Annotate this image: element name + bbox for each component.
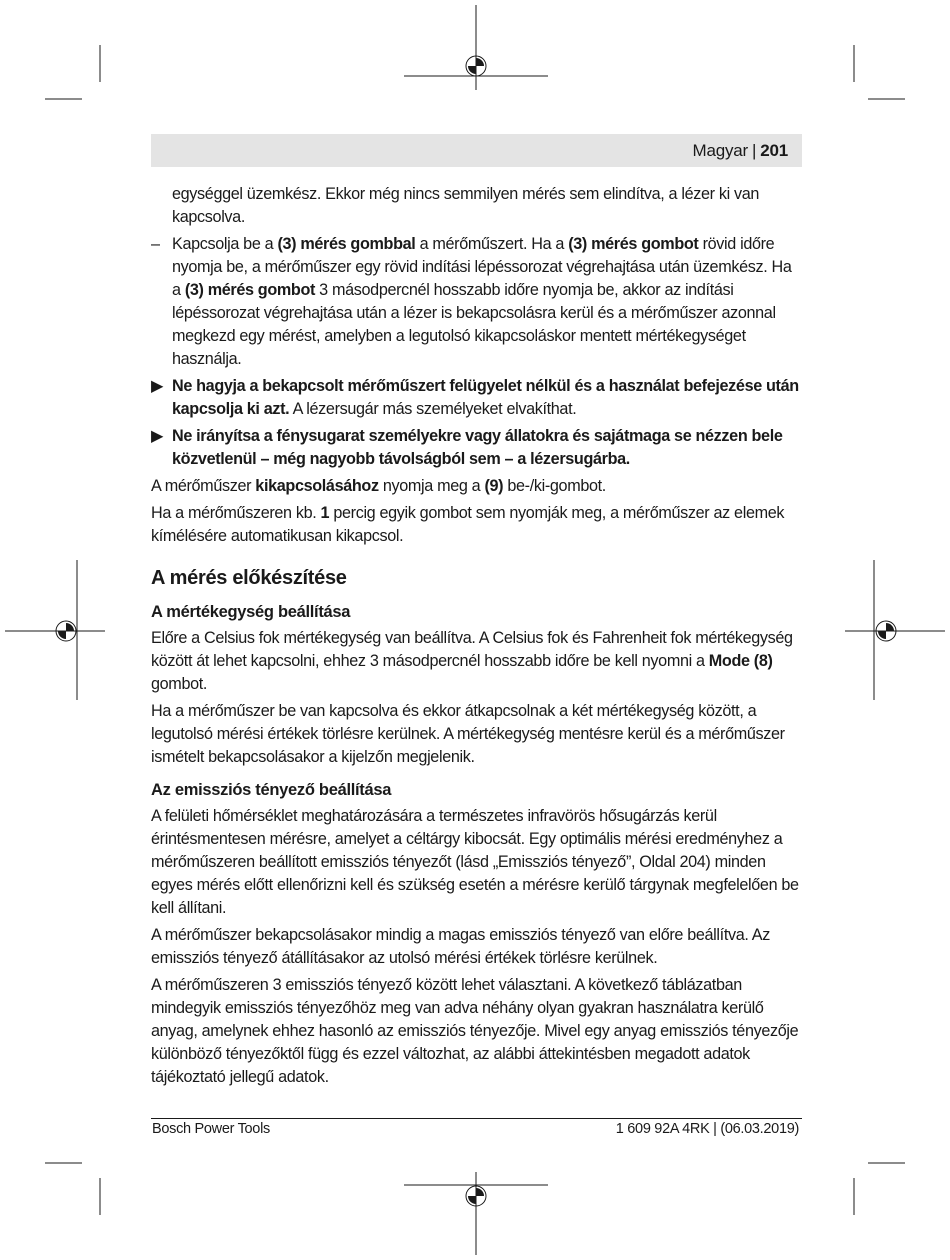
warning-text: A lézersugár más személyeket elvakíthat.	[289, 400, 577, 418]
warning-triangle-icon: ▶	[151, 377, 164, 395]
page-content	[151, 183, 802, 1093]
text: nyomja meg a	[378, 477, 485, 495]
emission-heading: Az emissziós tényező beállítása	[151, 781, 392, 799]
bold-text: (3) mérés gombbal	[277, 235, 416, 253]
unit-paragraph: Ha a mérőműszer be van kapcsolva és ekkor átkapcsolnak a két mértékegység között, a legutolsó mérési értékek törlésre kerülnek. A mértékegység mentésre kerül és a mérőműszer ismételt bekapcsolásakor a kijelzőn megjelenik.	[151, 702, 785, 766]
switch-off-paragraph	[151, 475, 802, 498]
section-title: A mérés előkészítése	[151, 567, 347, 589]
safety-warning	[151, 425, 802, 471]
footer-divider	[151, 1118, 802, 1119]
emission-paragraph: A felületi hőmérséklet meghatározására a természetes infravörös hősugárzás kerül érintésmentesen mérésre, amelyet a céltárgy kibocsát. Egy optimális mérési eredményhez a mérőműszeren beállított emissziós tényezőt (lásd „Emissziós tényező”, Oldal 204) minden egyes mérés előtt ellenőrizni kell és szükség esetén a mérésre kerülő tárgynak megfelelően be kell állítani.	[151, 807, 799, 917]
unit-paragraph	[151, 627, 802, 696]
text: A mérőműszer	[151, 477, 256, 495]
bold-text: (3) mérés gombot	[568, 235, 699, 253]
safety-warning	[151, 375, 802, 421]
bold-text: (3) mérés gombot	[184, 281, 316, 299]
warning-bold-text: Ne hagyja a bekapcsolt mérőműszert felügyelet nélkül és a használat befejezése után kapcsolja ki azt.	[172, 377, 799, 418]
emission-paragraph: A mérőműszeren 3 emissziós tényező között lehet választani. A következő táblázatban mindegyik emissziós tényezőhöz meg van adva néhány olyan gyakran használatra kerülő anyag, amelynek ehhez hasonló az emissziós tényezője. Mivel egy anyag emissziós tényezője különböző tényezőktől függ és ezzel változhat, az alábbi áttekintésben megadott adatok tájékoztató jellegű adatok.	[151, 976, 799, 1086]
emission-paragraph: A mérőműszer bekapcsolásakor mindig a magas emissziós tényező van előre beállítva. Az emissziós tényező átállításakor az utolsó mérési értékek törlésre kerülnek.	[151, 926, 770, 967]
text: percig egyik gombot sem nyomják meg, a mérőműszer az elemek kímélésére automatikusan kikapcsol.	[151, 504, 785, 545]
unit-heading: A mértékegység beállítása	[151, 603, 351, 621]
text: Ha a mérőműszeren kb.	[151, 504, 321, 522]
footer-publisher: Bosch Power Tools	[152, 1121, 270, 1137]
text: gombot.	[151, 675, 208, 693]
list-item	[151, 233, 802, 371]
bold-text: kikapcsolásához	[255, 477, 379, 495]
bold-text: 1	[320, 504, 330, 522]
page-header-bar	[151, 134, 802, 167]
text: Előre a Celsius fok mértékegység van beállítva. A Celsius fok és Fahrenheit fok mértékegység között át lehet kapcsolni, ehhez 3 másodpercnél hosszabb időre be kell nyomni a	[151, 629, 793, 670]
bold-text: (9)	[484, 477, 504, 495]
footer-doc-id: 1 609 92A 4RK | (06.03.2019)	[615, 1121, 799, 1137]
text: Kapcsolja be a	[172, 235, 278, 253]
text: be-/ki-gombot.	[503, 477, 606, 495]
dash-marker: –	[151, 235, 160, 253]
warning-triangle-icon: ▶	[151, 427, 164, 445]
text: a mérőműszert. Ha a	[415, 235, 569, 253]
warning-bold-text: Ne irányítsa a fénysugarat személyekre vagy állatokra és sajátmaga se nézzen bele közvetlenül – még nagyobb távolságból sem – a lézersugárba.	[172, 427, 783, 468]
auto-off-paragraph	[151, 502, 802, 548]
text: rövid időre nyomja be, a mérőműszer egy rövid indítási lépéssorozat végrehajtása után üzemkész. Ha a	[172, 235, 792, 299]
continuation-paragraph: egységgel üzemkész. Ekkor még nincs semmilyen mérés sem elindítva, a lézer ki van kapcsolva.	[172, 185, 760, 226]
bold-text: Mode (8)	[708, 652, 773, 670]
page-number: 201	[760, 141, 788, 160]
text: 3 másodpercnél hosszabb időre nyomja be, akkor az indítási lépéssorozat végrehajtása után a lézer is bekapcsolásra kerül és a mérőműszer azonnal megkezd egy mérést, amelyben a legutolsó kikapcsoláskor mentett mértékegységet használja.	[172, 281, 776, 368]
page-header	[693, 141, 788, 161]
header-section: Magyar	[692, 141, 749, 160]
header-separator: |	[752, 141, 757, 160]
